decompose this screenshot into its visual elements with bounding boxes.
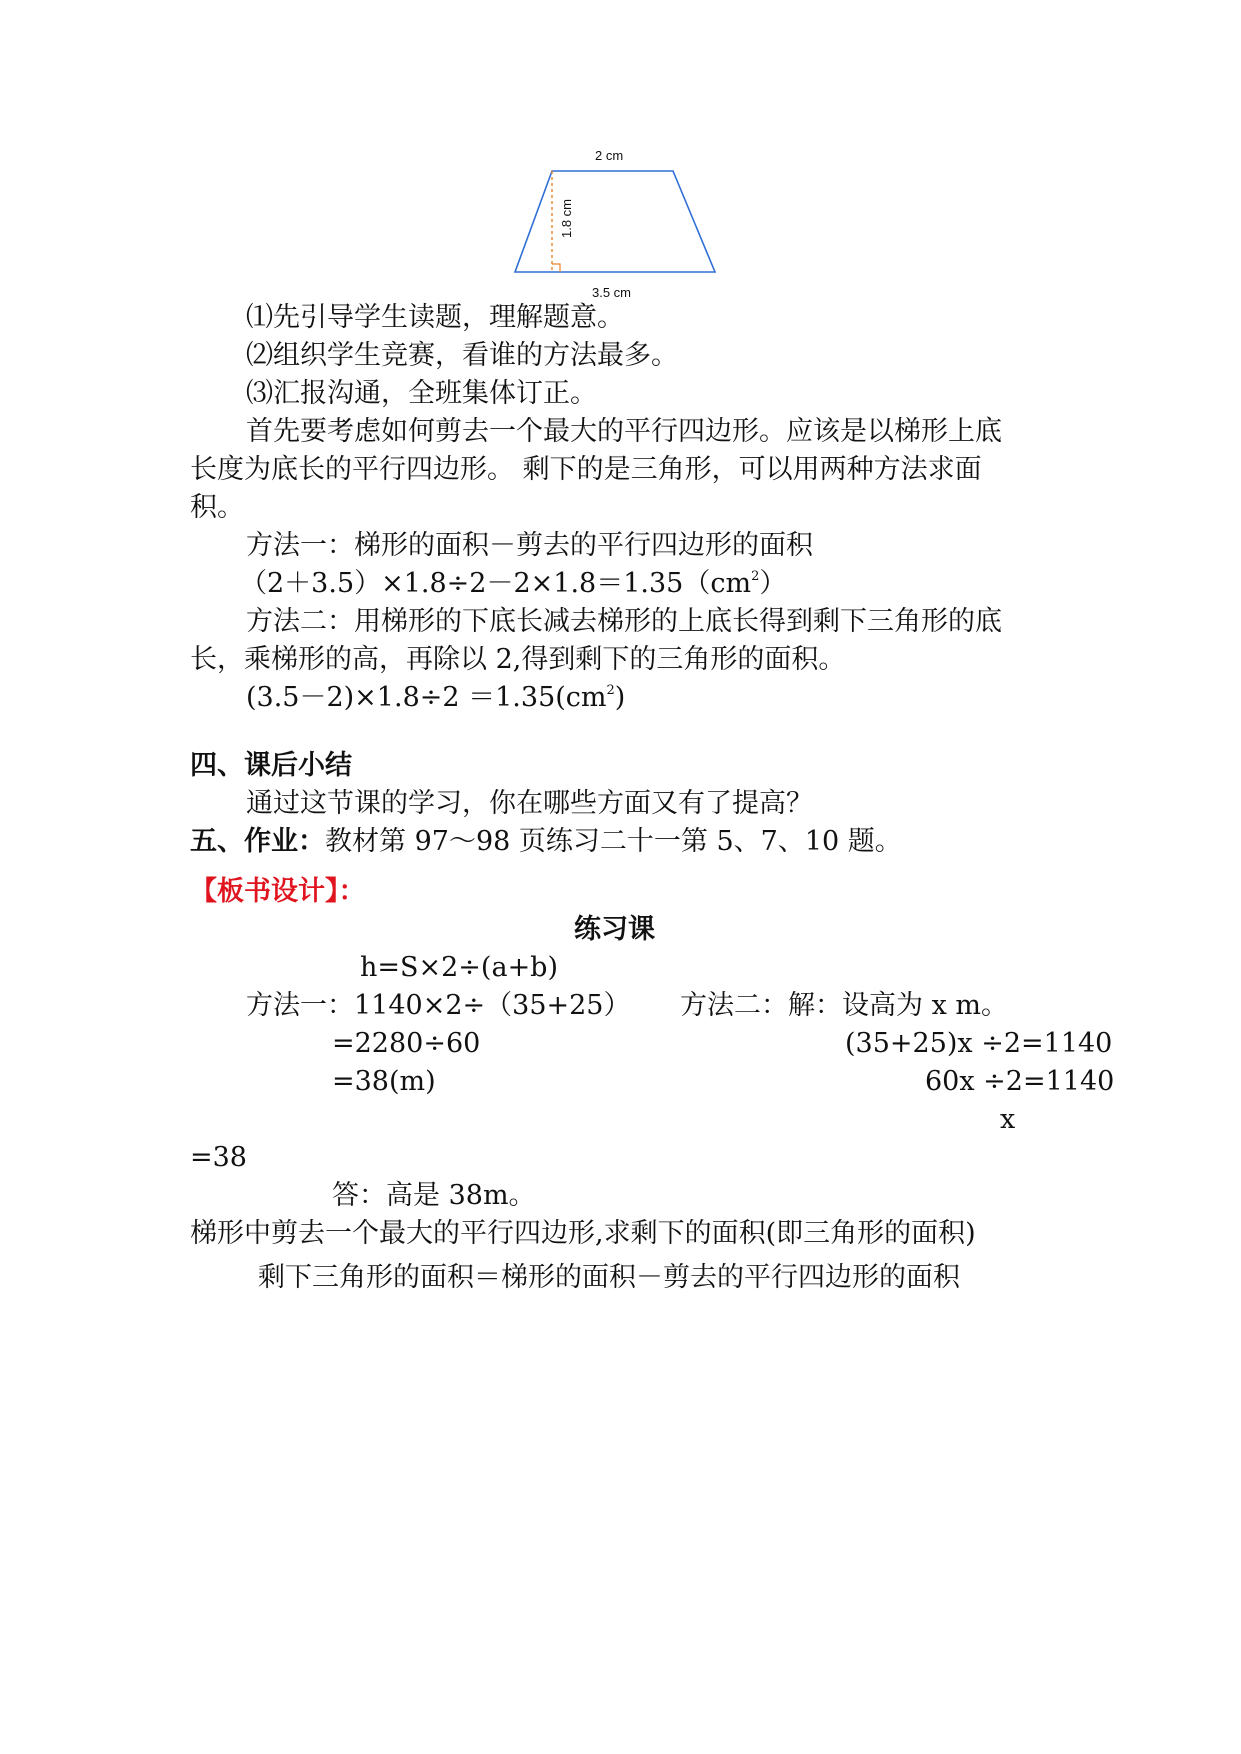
section5-text: 教材第 97～98 页练习二十一第 5、7、10 题。: [325, 826, 902, 857]
board-answer: 答：高是 38m。: [332, 1180, 536, 1211]
board-formula: h=S×2÷(a+b): [360, 952, 559, 983]
step-1: ⑴先引导学生读题，理解题意。: [246, 302, 624, 333]
right-angle-mark: [552, 264, 560, 272]
board-summary-2: 剩下三角形的面积＝梯形的面积－剪去的平行四边形的面积: [258, 1262, 960, 1293]
section4-heading: 四、课后小结: [190, 750, 352, 781]
section4-text: 通过这节课的学习，你在哪些方面又有了提高？: [246, 788, 813, 819]
step-2: ⑵组织学生竞赛，看谁的方法最多。: [246, 340, 678, 371]
height-label: 1.8 cm: [559, 198, 574, 238]
method2-line-2: 长，乘梯形的高，再除以 2,得到剩下的三角形的面积。: [190, 644, 846, 675]
method1-title: 方法一：梯形的面积－剪去的平行四边形的面积: [246, 530, 813, 561]
board-summary-1: 梯形中剪去一个最大的平行四边形,求剩下的面积(即三角形的面积): [190, 1218, 976, 1249]
step-3: ⑶汇报沟通，全班集体订正。: [246, 378, 597, 409]
bottom-base-label: 3.5 cm: [592, 285, 632, 300]
board-method2-line-3: 60x ÷2=1140: [925, 1066, 1115, 1097]
section5: [190, 824, 902, 860]
trapezoid-figure: [505, 146, 745, 306]
board-method1-line-2: =2280÷60: [332, 1028, 481, 1059]
board-label: 【板书设计】：: [190, 876, 366, 907]
board-method2-result: =38: [190, 1142, 247, 1173]
top-base-label: 2 cm: [595, 148, 624, 163]
trapezoid-shape: [515, 171, 715, 272]
board-method2-line-1: 方法二：解：设高为 x m。: [680, 990, 1008, 1021]
board-title: 练习课: [574, 914, 655, 945]
paragraph-line-2: 长度为底长的平行四边形。 剩下的是三角形，可以用两种方法求面: [190, 454, 982, 485]
board-method2-x: x: [1000, 1104, 1016, 1135]
board-method1-line-3: =38(m): [332, 1066, 436, 1097]
board-method2-line-2: (35+25)x ÷2=1140: [845, 1028, 1113, 1059]
method1-formula: $(2+3.5)\times 1.8\div 2-2\times 1.8=1.35(cm^2)$: [240, 568, 787, 599]
method2-formula: $(3.5-2)\times 1.8\div 2 =1.35(cm^2)$: [246, 682, 626, 713]
paragraph-line-1: 首先要考虑如何剪去一个最大的平行四边形。应该是以梯形上底: [246, 416, 1002, 447]
section5-heading: 五、作业：: [190, 826, 325, 857]
paragraph-line-3: 积。: [190, 492, 244, 523]
board-method1-line-1: 方法一：1140×2÷（35+25）: [246, 990, 631, 1021]
method2-line-1: 方法二：用梯形的下底长减去梯形的上底长得到剩下三角形的底: [246, 606, 1002, 637]
